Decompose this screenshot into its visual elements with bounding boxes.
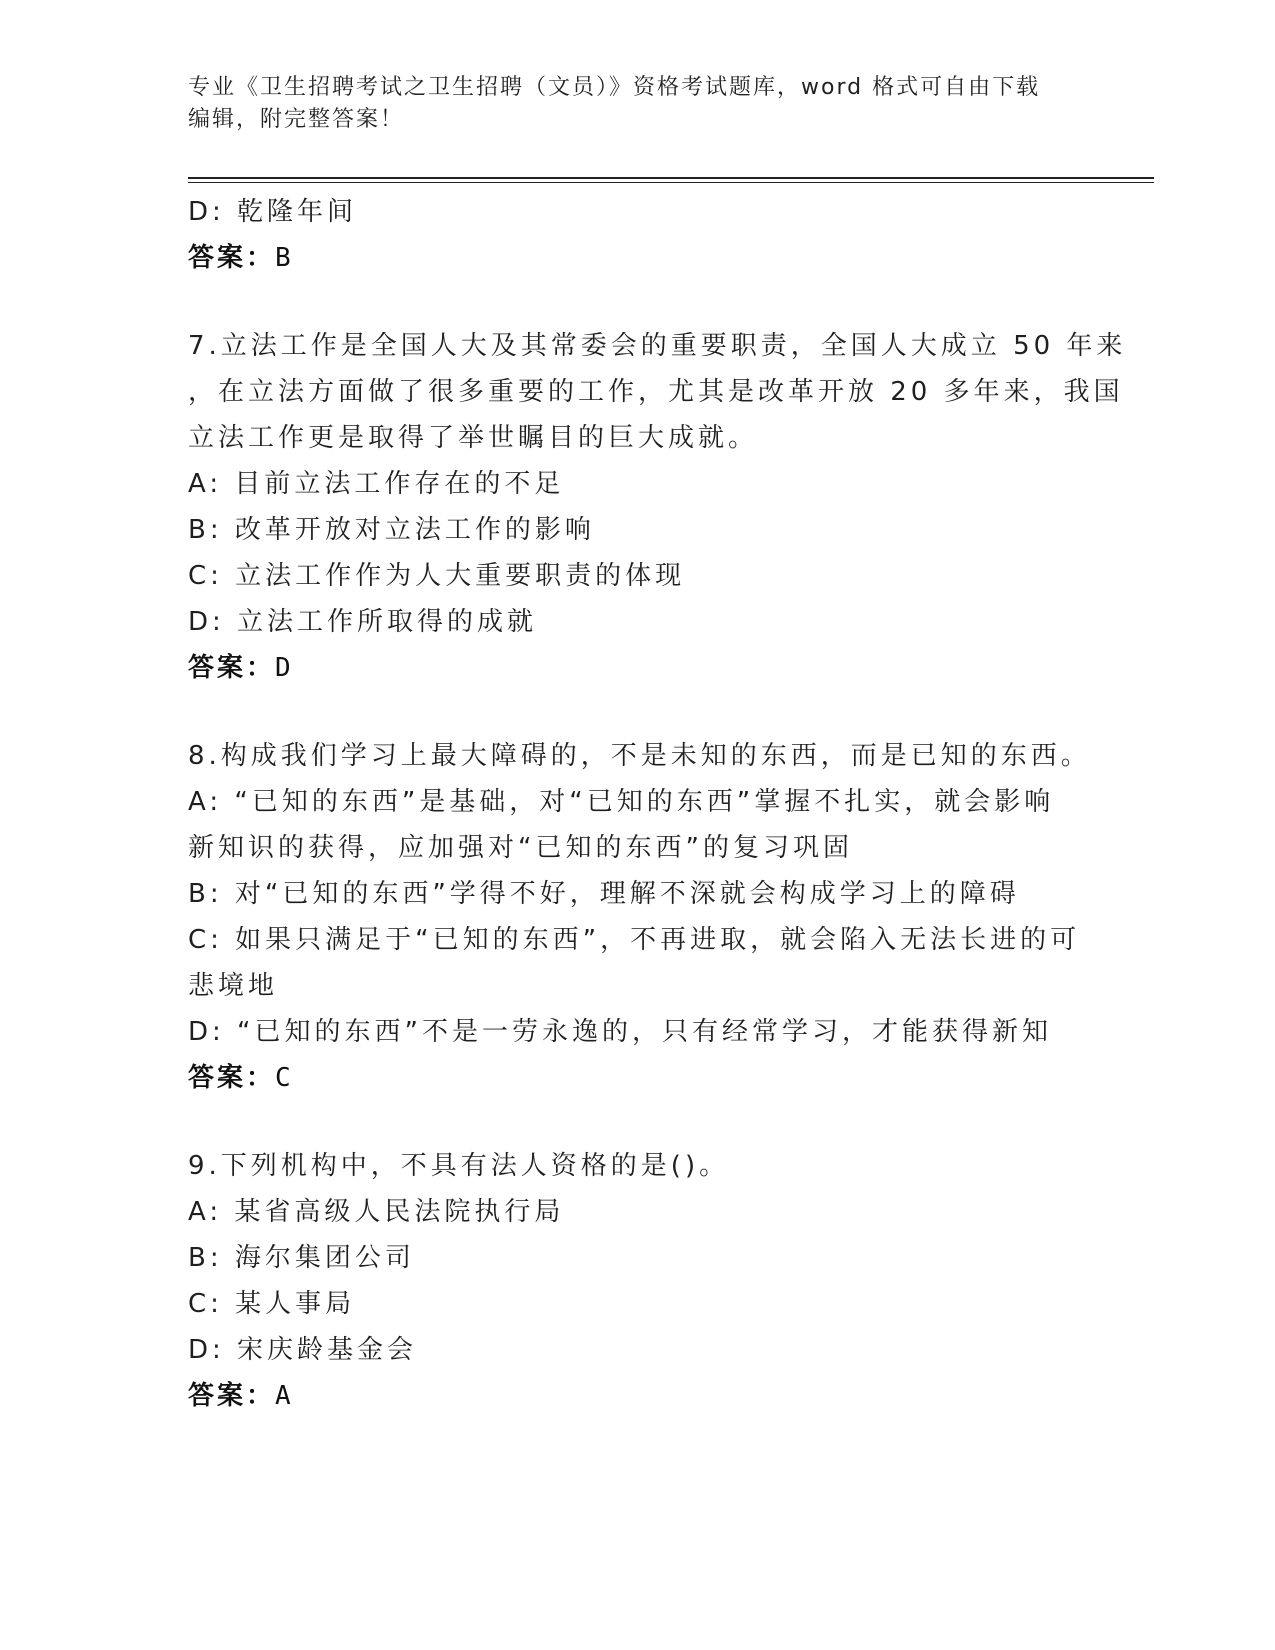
option-b: B: 改革开放对立法工作的影响 bbox=[188, 515, 595, 545]
answer-line bbox=[188, 1373, 1088, 1419]
question-list bbox=[188, 189, 1127, 1419]
question-stem: 9.下列机构中，不具有法人资格的是()。 bbox=[188, 1151, 730, 1181]
option-a: A: 某省高级人民法院执行局 bbox=[188, 1197, 565, 1227]
option-c: C: 如果只满足于“已知的东西”，不再进取，就会陷入无法长进的可 bbox=[188, 925, 1081, 955]
answer-label: 答案： bbox=[188, 243, 276, 273]
header-line-1: 专业《卫生招聘考试之卫生招聘（文员）》资格考试题库，word 格式可自由下载 bbox=[188, 75, 1041, 100]
answer-label: 答案： bbox=[188, 653, 276, 683]
answer-label: 答案： bbox=[188, 1063, 276, 1093]
answer-line bbox=[188, 1055, 1088, 1101]
option-a: A: “已知的东西”是基础，对“已知的东西”掌握不扎实，就会影响 bbox=[188, 787, 1055, 817]
question-9 bbox=[188, 1143, 1088, 1419]
option-a-continued: 新知识的获得，应加强对“已知的东西”的复习巩固 bbox=[188, 833, 853, 863]
header-rule-thin bbox=[188, 182, 1154, 183]
question-stem: 7.立法工作是全国人大及其常委会的重要职责，全国人大成立 50 年来 bbox=[188, 331, 1127, 361]
option-a: A: 目前立法工作存在的不足 bbox=[188, 469, 565, 499]
option-d: D: “已知的东西”不是一劳永逸的，只有经常学习，才能获得新知 bbox=[188, 1017, 1052, 1047]
document-header bbox=[188, 72, 1068, 136]
answer-line bbox=[188, 645, 1088, 691]
header-rule-thick bbox=[188, 177, 1154, 179]
question-stem: ，在立法方面做了很多重要的工作，尤其是改革开放 20 多年来，我国 bbox=[188, 377, 1124, 407]
question-stem: 8.构成我们学习上最大障碍的，不是未知的东西，而是已知的东西。 bbox=[188, 741, 1091, 771]
question-6-tail bbox=[188, 189, 1088, 281]
option-b: B: 海尔集团公司 bbox=[188, 1243, 415, 1273]
answer-value: A bbox=[275, 1381, 294, 1411]
question-7 bbox=[188, 323, 1127, 691]
option-c: C: 立法工作作为人大重要职责的体现 bbox=[188, 561, 686, 591]
answer-value: B bbox=[275, 243, 294, 273]
answer-label: 答案： bbox=[188, 1381, 276, 1411]
answer-value: D bbox=[275, 653, 294, 683]
question-stem: 立法工作更是取得了举世瞩目的巨大成就。 bbox=[188, 423, 759, 453]
answer-line bbox=[188, 235, 1088, 281]
option-d: D: 乾隆年间 bbox=[188, 197, 358, 227]
option-c: C: 某人事局 bbox=[188, 1289, 356, 1319]
header-line-2: 编辑，附完整答案！ bbox=[188, 107, 405, 132]
answer-value: C bbox=[275, 1063, 294, 1093]
option-d: D: 立法工作所取得的成就 bbox=[188, 607, 538, 637]
option-c-continued: 悲境地 bbox=[188, 971, 279, 1001]
question-8 bbox=[188, 733, 1091, 1101]
option-b: B: 对“已知的东西”学得不好，理解不深就会构成学习上的障碍 bbox=[188, 879, 1020, 909]
option-d: D: 宋庆龄基金会 bbox=[188, 1335, 418, 1365]
